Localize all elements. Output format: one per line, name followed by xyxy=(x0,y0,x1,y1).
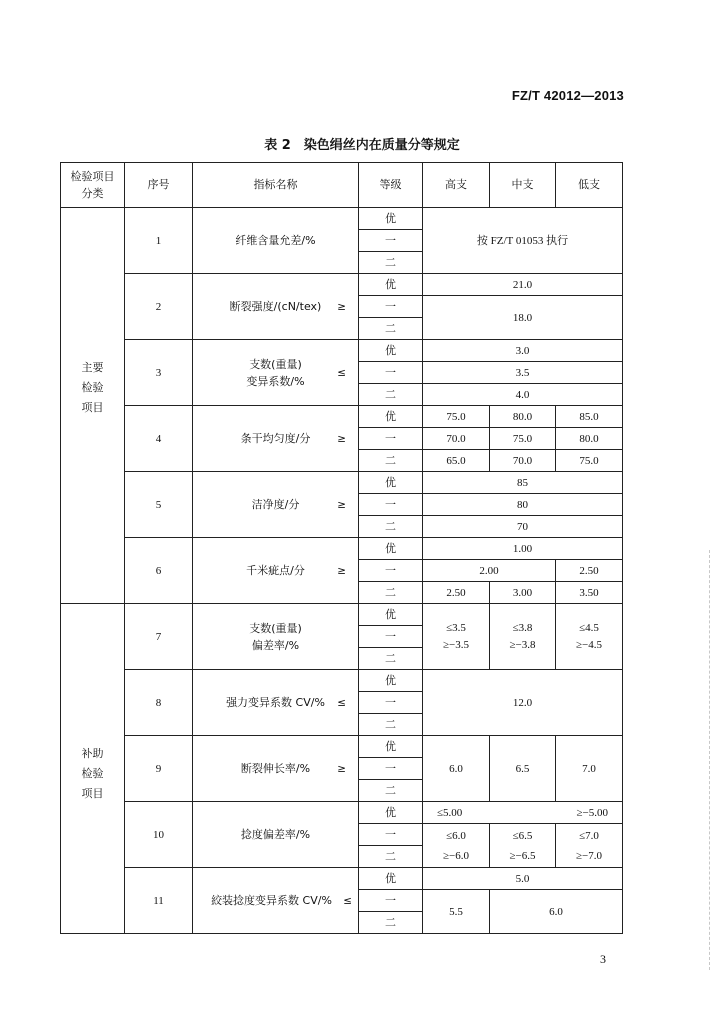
indicator-name: 捻度偏差率/% xyxy=(193,802,359,868)
grade-yi: 一 xyxy=(359,362,423,384)
table-row xyxy=(61,604,623,626)
table-header-row xyxy=(61,163,623,208)
grade-er: 二 xyxy=(359,450,423,472)
col-header-category: 检验项目 分类 xyxy=(61,163,125,208)
item-number: 1 xyxy=(125,208,193,274)
value-cell: 3.00 xyxy=(490,582,556,604)
grade-you: 优 xyxy=(359,802,423,824)
value-cell: 75.0 xyxy=(556,450,623,472)
grade-you: 优 xyxy=(359,340,423,362)
grade-yi: 一 xyxy=(359,758,423,780)
value-cell: 6.0 xyxy=(490,890,623,934)
indicator-name: 纤维含量允差/% xyxy=(193,208,359,274)
value-cell: 21.0 xyxy=(423,274,623,296)
value-cell: 75.0 xyxy=(490,428,556,450)
col-header-grade: 等级 xyxy=(359,163,423,208)
grade-yi: 一 xyxy=(359,230,423,252)
grade-yi: 一 xyxy=(359,824,423,846)
grade-er: 二 xyxy=(359,582,423,604)
quality-grade-table xyxy=(60,162,623,934)
value-cell: 2.50 xyxy=(423,582,490,604)
grade-er: 二 xyxy=(359,252,423,274)
value-cell: 6.5 xyxy=(490,736,556,802)
grade-yi: 一 xyxy=(359,494,423,516)
grade-you: 优 xyxy=(359,208,423,230)
table-row xyxy=(61,406,623,428)
table-row xyxy=(61,670,623,692)
item-number: 11 xyxy=(125,868,193,934)
value-cell: 3.0 xyxy=(423,340,623,362)
col-header-indicator: 指标名称 xyxy=(193,163,359,208)
col-header-high-count: 高支 xyxy=(423,163,490,208)
value-cell: 4.0 xyxy=(423,384,623,406)
grade-yi: 一 xyxy=(359,560,423,582)
value-cell: 70.0 xyxy=(490,450,556,472)
value-cell: 2.50 xyxy=(556,560,623,582)
col-header-number: 序号 xyxy=(125,163,193,208)
grade-yi: 一 xyxy=(359,626,423,648)
value-you-left: ≤5.00 xyxy=(437,806,463,819)
value-cell: 85 xyxy=(423,472,623,494)
value-cell: 80 xyxy=(423,494,623,516)
item-number: 2 xyxy=(125,274,193,340)
merged-value: 12.0 xyxy=(423,670,623,736)
table-row xyxy=(61,472,623,494)
indicator-name: 支数(重量) 变异系数/% ≤ xyxy=(193,340,359,406)
category-auxiliary: 补助 检验 项目 xyxy=(61,604,125,934)
value-cell: 80.0 xyxy=(556,428,623,450)
table-row xyxy=(61,538,623,560)
value-cell: 18.0 xyxy=(423,296,623,340)
table-row xyxy=(61,868,623,890)
value-cell: ≤6.5 ≥−6.5 xyxy=(490,824,556,868)
indicator-name: 支数(重量) 偏差率/% xyxy=(193,604,359,670)
value-cell: 7.0 xyxy=(556,736,623,802)
item-number: 4 xyxy=(125,406,193,472)
grade-er: 二 xyxy=(359,714,423,736)
grade-yi: 一 xyxy=(359,428,423,450)
col-header-low-count: 低支 xyxy=(556,163,623,208)
value-cell xyxy=(423,802,623,824)
grade-you: 优 xyxy=(359,736,423,758)
merged-value: 按 FZ/T 01053 执行 xyxy=(423,208,623,274)
col-header-mid-count: 中支 xyxy=(490,163,556,208)
item-number: 3 xyxy=(125,340,193,406)
table-title: 表 2 染色绢丝内在质量分等规定 xyxy=(264,138,460,153)
value-cell: 65.0 xyxy=(423,450,490,472)
grade-er: 二 xyxy=(359,516,423,538)
value-cell: 70.0 xyxy=(423,428,490,450)
indicator-name: 强力变异系数 CV/% ≤ xyxy=(193,670,359,736)
indicator-name: 千米疵点/分 ≥ xyxy=(193,538,359,604)
grade-yi: 一 xyxy=(359,296,423,318)
indicator-name: 断裂伸长率/% ≥ xyxy=(193,736,359,802)
value-cell: ≤6.0 ≥−6.0 xyxy=(423,824,490,868)
value-cell: 5.0 xyxy=(423,868,623,890)
grade-er: 二 xyxy=(359,846,423,868)
value-you-right: ≥−5.00 xyxy=(576,806,608,819)
grade-er: 二 xyxy=(359,780,423,802)
table-row xyxy=(61,274,623,296)
grade-you: 优 xyxy=(359,604,423,626)
grade-er: 二 xyxy=(359,648,423,670)
grade-er: 二 xyxy=(359,384,423,406)
category-main: 主要 检验 项目 xyxy=(61,208,125,604)
scan-edge-divider xyxy=(708,550,710,970)
value-cell: 75.0 xyxy=(423,406,490,428)
grade-you: 优 xyxy=(359,472,423,494)
standard-code: FZ/T 42012—2013 xyxy=(511,88,624,103)
page-number: 3 xyxy=(600,952,606,966)
grade-yi: 一 xyxy=(359,692,423,714)
item-number: 9 xyxy=(125,736,193,802)
value-cell: 3.50 xyxy=(556,582,623,604)
value-cell: 5.5 xyxy=(423,890,490,934)
item-number: 5 xyxy=(125,472,193,538)
grade-yi: 一 xyxy=(359,890,423,912)
grade-er: 二 xyxy=(359,318,423,340)
value-cell: 85.0 xyxy=(556,406,623,428)
table-row xyxy=(61,736,623,758)
value-cell: 1.00 xyxy=(423,538,623,560)
item-number: 8 xyxy=(125,670,193,736)
grade-you: 优 xyxy=(359,274,423,296)
indicator-name: 絞装捻度变异系数 CV/% ≤ xyxy=(193,868,359,934)
value-cell: 70 xyxy=(423,516,623,538)
value-cell: 3.5 xyxy=(423,362,623,384)
indicator-name: 条干均匀度/分 ≥ xyxy=(193,406,359,472)
table-row xyxy=(61,802,623,824)
grade-you: 优 xyxy=(359,670,423,692)
value-cell: 6.0 xyxy=(423,736,490,802)
item-number: 7 xyxy=(125,604,193,670)
value-cell: 2.00 xyxy=(423,560,556,582)
indicator-name: 洁净度/分 ≥ xyxy=(193,472,359,538)
value-cell: ≤3.5 ≥−3.5 xyxy=(423,604,490,670)
grade-you: 优 xyxy=(359,538,423,560)
value-cell: 80.0 xyxy=(490,406,556,428)
table-row xyxy=(61,340,623,362)
value-cell: ≤4.5 ≥−4.5 xyxy=(556,604,623,670)
value-cell: ≤3.8 ≥−3.8 xyxy=(490,604,556,670)
item-number: 10 xyxy=(125,802,193,868)
grade-er: 二 xyxy=(359,912,423,934)
grade-you: 优 xyxy=(359,868,423,890)
indicator-name: 断裂强度/(cN/tex) ≥ xyxy=(193,274,359,340)
value-cell: ≤7.0 ≥−7.0 xyxy=(556,824,623,868)
item-number: 6 xyxy=(125,538,193,604)
grade-you: 优 xyxy=(359,406,423,428)
table-row xyxy=(61,208,623,230)
